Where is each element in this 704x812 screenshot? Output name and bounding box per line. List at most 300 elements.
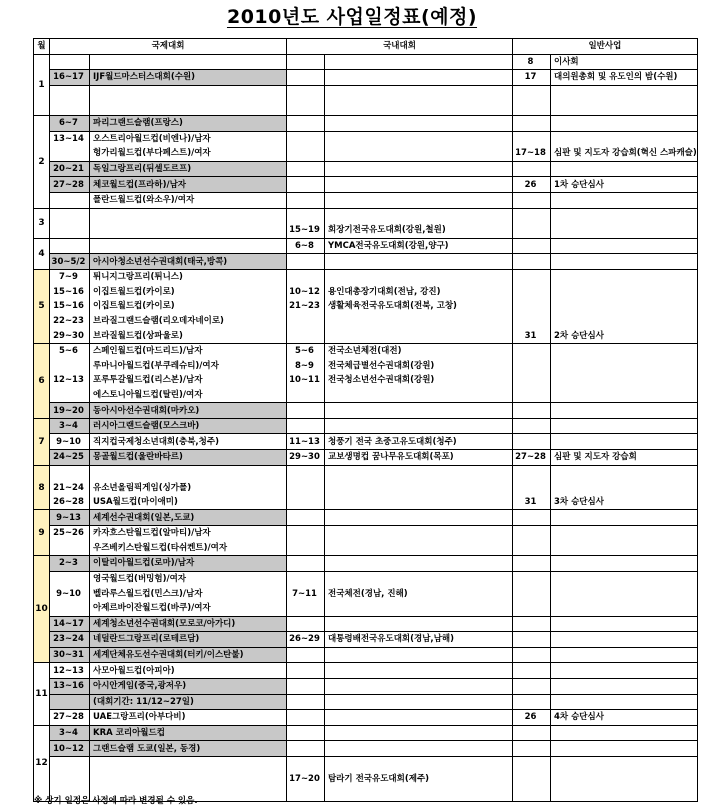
general-event [551, 192, 698, 208]
intl-event: 독일그랑프리(뒤셀도르프) [90, 161, 287, 177]
domestic-date [287, 741, 325, 757]
intl-event: USA월드컵(마이애미) [90, 495, 287, 510]
general-date [513, 586, 551, 601]
domestic-event: YMCA전국유도대회(강원,양구) [325, 238, 513, 254]
general-date [513, 725, 551, 741]
intl-date: 2~3 [50, 556, 90, 572]
table-row [34, 115, 698, 131]
table-row [34, 269, 698, 284]
domestic-date: 10~11 [287, 373, 325, 388]
intl-event: 유소년올림픽게임(싱가폴) [90, 480, 287, 495]
general-event: 3차 승단심사 [551, 495, 698, 510]
general-date: 26 [513, 177, 551, 193]
domestic-event [325, 100, 513, 115]
general-event: 대의원총회 및 유도인의 밤(수원) [551, 70, 698, 86]
general-event [551, 647, 698, 663]
general-event [551, 299, 698, 314]
general-event: 2차 승단심사 [551, 328, 698, 343]
table-row [34, 663, 698, 679]
domestic-date [287, 177, 325, 193]
general-date: 8 [513, 54, 551, 70]
table-row [34, 756, 698, 771]
general-event: 1차 승단심사 [551, 177, 698, 193]
domestic-date [287, 131, 325, 146]
table-row [34, 418, 698, 434]
general-date: 31 [513, 328, 551, 343]
general-event [551, 772, 698, 787]
general-date [513, 694, 551, 710]
intl-event: 네덜란드그랑프리(로테르담) [90, 632, 287, 648]
domestic-event [325, 601, 513, 616]
intl-date [50, 541, 90, 556]
general-event: 심판 및 지도자 강습회 [551, 450, 698, 466]
intl-event [90, 208, 287, 223]
table-row [34, 299, 698, 314]
table-row [34, 678, 698, 694]
intl-date [50, 238, 90, 254]
intl-event: 오스트리아월드컵(비엔나)/남자 [90, 131, 287, 146]
domestic-event [325, 54, 513, 70]
general-date [513, 85, 551, 100]
general-date [513, 115, 551, 131]
general-event [551, 556, 698, 572]
general-event [551, 373, 698, 388]
general-date [513, 299, 551, 314]
intl-date [50, 208, 90, 223]
general-event [551, 663, 698, 679]
domestic-event [325, 616, 513, 632]
page-title-wrap [0, 2, 704, 36]
schedule-table [33, 38, 698, 802]
month-cell: 4 [34, 238, 50, 269]
intl-date [50, 772, 90, 787]
general-event [551, 100, 698, 115]
intl-event: 브라질월드컵(상파울로) [90, 328, 287, 343]
intl-event [90, 223, 287, 238]
general-event [551, 741, 698, 757]
general-date [513, 434, 551, 450]
general-event [551, 85, 698, 100]
intl-date: 24~25 [50, 450, 90, 466]
month-cell: 12 [34, 725, 50, 801]
general-event [551, 343, 698, 358]
domestic-event [325, 146, 513, 161]
domestic-date [287, 510, 325, 526]
domestic-event [325, 786, 513, 801]
general-event [551, 161, 698, 177]
general-date: 17 [513, 70, 551, 86]
general-date [513, 647, 551, 663]
schedule-body [34, 54, 698, 801]
intl-event: 브라질그랜드슬램(리오데자네이로) [90, 314, 287, 329]
general-event [551, 208, 698, 223]
intl-event: 이집트월드컵(카이로) [90, 299, 287, 314]
domestic-date: 17~20 [287, 772, 325, 787]
domestic-event [325, 663, 513, 679]
domestic-event: 용인대총장기대회(전남, 강진) [325, 285, 513, 300]
general-date [513, 161, 551, 177]
month-cell: 7 [34, 418, 50, 465]
table-row [34, 450, 698, 466]
intl-event: 벨라루스월드컵(민스크)/남자 [90, 586, 287, 601]
domestic-event: 전국청소년선수권대회(강원) [325, 373, 513, 388]
general-date [513, 480, 551, 495]
intl-date [50, 465, 90, 480]
intl-event [90, 100, 287, 115]
domestic-event [325, 725, 513, 741]
table-row [34, 177, 698, 193]
header-general: 일반사업 [513, 39, 698, 55]
intl-date: 30~31 [50, 647, 90, 663]
general-event [551, 616, 698, 632]
general-event: 4차 승단심사 [551, 710, 698, 726]
month-cell: 10 [34, 556, 50, 663]
general-date [513, 388, 551, 403]
domestic-event [325, 254, 513, 270]
general-date [513, 786, 551, 801]
table-row [34, 571, 698, 586]
intl-date: 7~9 [50, 269, 90, 284]
intl-date: 15~16 [50, 299, 90, 314]
domestic-event [325, 756, 513, 771]
domestic-date [287, 725, 325, 741]
intl-event: (대회기간: 11/12~27일) [90, 694, 287, 710]
general-event [551, 786, 698, 801]
general-event [551, 465, 698, 480]
domestic-event [325, 541, 513, 556]
domestic-event [325, 85, 513, 100]
general-date [513, 510, 551, 526]
domestic-event: 회장기전국유도대회(강원,철원) [325, 223, 513, 238]
domestic-date [287, 54, 325, 70]
domestic-date [287, 601, 325, 616]
intl-event [90, 465, 287, 480]
intl-event: IJF월드마스터스대회(수원) [90, 70, 287, 86]
domestic-date: 8~9 [287, 358, 325, 373]
table-row [34, 586, 698, 601]
domestic-date: 11~13 [287, 434, 325, 450]
domestic-date: 15~19 [287, 223, 325, 238]
table-row [34, 725, 698, 741]
header-month: 월 [34, 39, 50, 55]
general-date: 31 [513, 495, 551, 510]
domestic-date [287, 710, 325, 726]
domestic-date [287, 314, 325, 329]
domestic-date [287, 786, 325, 801]
general-event [551, 388, 698, 403]
domestic-date [287, 208, 325, 223]
table-row [34, 495, 698, 510]
general-event [551, 358, 698, 373]
domestic-date [287, 403, 325, 419]
intl-date [50, 601, 90, 616]
page-title: 2010년도 사업일정표(예정) [226, 6, 478, 28]
header-intl: 국제대회 [50, 39, 287, 55]
general-date [513, 100, 551, 115]
domestic-date [287, 269, 325, 284]
table-row [34, 694, 698, 710]
general-date [513, 663, 551, 679]
table-row [34, 343, 698, 358]
intl-date: 22~23 [50, 314, 90, 329]
table-row [34, 161, 698, 177]
intl-event [90, 756, 287, 771]
intl-event: 아시안게임(중국,광저우) [90, 678, 287, 694]
general-date [513, 373, 551, 388]
table-row [34, 541, 698, 556]
intl-event [90, 85, 287, 100]
domestic-date: 26~29 [287, 632, 325, 648]
general-date [513, 741, 551, 757]
intl-date: 9~10 [50, 434, 90, 450]
domestic-date [287, 100, 325, 115]
domestic-event [325, 314, 513, 329]
table-row [34, 223, 698, 238]
month-cell: 8 [34, 465, 50, 510]
domestic-event [325, 131, 513, 146]
intl-date [50, 694, 90, 710]
intl-event: 러시아그랜드슬램(모스크바) [90, 418, 287, 434]
intl-date [50, 146, 90, 161]
table-row [34, 100, 698, 115]
domestic-event: 청풍기 전국 초중고유도대회(청주) [325, 434, 513, 450]
domestic-date [287, 571, 325, 586]
general-event [551, 418, 698, 434]
general-date [513, 403, 551, 419]
intl-date [50, 756, 90, 771]
intl-date [50, 100, 90, 115]
intl-date: 16~17 [50, 70, 90, 86]
domestic-event [325, 328, 513, 343]
intl-date: 3~4 [50, 418, 90, 434]
table-row [34, 131, 698, 146]
general-event [551, 678, 698, 694]
domestic-event: 대통령배전국유도대회(경남,남해) [325, 632, 513, 648]
general-date [513, 541, 551, 556]
intl-date: 27~28 [50, 710, 90, 726]
table-row [34, 54, 698, 70]
general-event [551, 434, 698, 450]
domestic-date: 10~12 [287, 285, 325, 300]
intl-event: 헝가리월드컵(부다페스트)/여자 [90, 146, 287, 161]
general-date [513, 238, 551, 254]
month-cell: 6 [34, 343, 50, 418]
table-row [34, 85, 698, 100]
intl-date: 9~10 [50, 586, 90, 601]
general-event [551, 131, 698, 146]
general-date: 27~28 [513, 450, 551, 466]
month-cell: 2 [34, 115, 50, 208]
table-row [34, 208, 698, 223]
domestic-date [287, 115, 325, 131]
domestic-date [287, 541, 325, 556]
table-row [34, 632, 698, 648]
domestic-event: 교보생명컵 꿈나무유도대회(목포) [325, 450, 513, 466]
domestic-date [287, 161, 325, 177]
table-row [34, 647, 698, 663]
intl-event: 에스토니아월드컵(탈린)/여자 [90, 388, 287, 403]
domestic-event [325, 161, 513, 177]
general-event [551, 586, 698, 601]
intl-event: 아시아청소년선수권대회(태국,방콕) [90, 254, 287, 270]
intl-date: 25~26 [50, 526, 90, 541]
intl-event: 사모아월드컵(아피아) [90, 663, 287, 679]
domestic-event: 전국체전(경남, 진해) [325, 586, 513, 601]
table-row [34, 388, 698, 403]
intl-event: 튀니지그랑프리(튀니스) [90, 269, 287, 284]
domestic-event [325, 510, 513, 526]
general-date: 26 [513, 710, 551, 726]
general-date [513, 208, 551, 223]
header-domestic: 국내대회 [287, 39, 513, 55]
general-event: 심판 및 지도자 강습회(혁신 스파캐슬) [551, 146, 698, 161]
general-event [551, 526, 698, 541]
general-date [513, 223, 551, 238]
intl-event: 이집트월드컵(카이로) [90, 285, 287, 300]
domestic-date: 21~23 [287, 299, 325, 314]
intl-date: 29~30 [50, 328, 90, 343]
general-date [513, 254, 551, 270]
intl-event: KRA 코리아월드컵 [90, 725, 287, 741]
domestic-event [325, 70, 513, 86]
intl-date: 5~6 [50, 343, 90, 358]
table-row [34, 465, 698, 480]
intl-event [90, 238, 287, 254]
intl-event: 카자흐스탄월드컵(알마티)/남자 [90, 526, 287, 541]
domestic-date [287, 480, 325, 495]
month-cell: 5 [34, 269, 50, 343]
table-row [34, 526, 698, 541]
general-event [551, 115, 698, 131]
table-row [34, 192, 698, 208]
general-date [513, 465, 551, 480]
intl-date: 12~13 [50, 373, 90, 388]
domestic-date [287, 556, 325, 572]
domestic-date [287, 418, 325, 434]
intl-date [50, 223, 90, 238]
general-event [551, 725, 698, 741]
domestic-date [287, 70, 325, 86]
intl-date [50, 85, 90, 100]
domestic-event [325, 710, 513, 726]
general-date: 17~18 [513, 146, 551, 161]
domestic-event [325, 647, 513, 663]
general-event [551, 254, 698, 270]
intl-event: 포루투갈월드컵(리스본)/남자 [90, 373, 287, 388]
domestic-date [287, 328, 325, 343]
general-event [551, 756, 698, 771]
intl-event: 폴란드월드컵(와소우)/여자 [90, 192, 287, 208]
general-date [513, 756, 551, 771]
general-event [551, 480, 698, 495]
domestic-date [287, 254, 325, 270]
domestic-event [325, 388, 513, 403]
intl-date: 26~28 [50, 495, 90, 510]
table-row [34, 772, 698, 787]
table-row [34, 710, 698, 726]
domestic-event [325, 403, 513, 419]
domestic-event [325, 115, 513, 131]
domestic-event [325, 741, 513, 757]
general-event [551, 694, 698, 710]
intl-event: 스페인월드컵(마드리드)/남자 [90, 343, 287, 358]
general-date [513, 678, 551, 694]
intl-date: 9~13 [50, 510, 90, 526]
intl-date: 30~5/2 [50, 254, 90, 270]
domestic-event [325, 571, 513, 586]
intl-event: 아제르바이잔월드컵(바쿠)/여자 [90, 601, 287, 616]
month-cell: 11 [34, 663, 50, 725]
table-row [34, 285, 698, 300]
table-row [34, 616, 698, 632]
intl-event: 루마니아월드컵(부쿠레슈티)/여자 [90, 358, 287, 373]
general-date [513, 571, 551, 586]
month-cell: 3 [34, 208, 50, 238]
intl-event [90, 772, 287, 787]
domestic-event [325, 694, 513, 710]
intl-date: 21~24 [50, 480, 90, 495]
table-row [34, 403, 698, 419]
domestic-event [325, 556, 513, 572]
intl-date: 13~14 [50, 131, 90, 146]
general-date [513, 358, 551, 373]
domestic-event [325, 418, 513, 434]
intl-date [50, 388, 90, 403]
table-row [34, 601, 698, 616]
domestic-event: 전국체급별선수권대회(강원) [325, 358, 513, 373]
domestic-event [325, 480, 513, 495]
intl-event: 파리그랜드슬램(프랑스) [90, 115, 287, 131]
intl-date: 3~4 [50, 725, 90, 741]
intl-date: 10~12 [50, 741, 90, 757]
table-row [34, 373, 698, 388]
domestic-date [287, 678, 325, 694]
general-date [513, 556, 551, 572]
domestic-date [287, 526, 325, 541]
domestic-date [287, 465, 325, 480]
intl-date: 13~16 [50, 678, 90, 694]
intl-date: 20~21 [50, 161, 90, 177]
intl-date [50, 358, 90, 373]
domestic-date: 29~30 [287, 450, 325, 466]
general-date [513, 526, 551, 541]
domestic-date [287, 85, 325, 100]
intl-date: 23~24 [50, 632, 90, 648]
domestic-event: 전국소년체전(대전) [325, 343, 513, 358]
intl-event [90, 54, 287, 70]
intl-event: 우즈베키스탄월드컵(타쉬켄트)/여자 [90, 541, 287, 556]
table-row [34, 510, 698, 526]
domestic-date: 6~8 [287, 238, 325, 254]
general-event [551, 285, 698, 300]
general-date [513, 131, 551, 146]
table-row [34, 328, 698, 343]
domestic-event [325, 269, 513, 284]
domestic-date [287, 616, 325, 632]
table-row [34, 70, 698, 86]
domestic-date: 7~11 [287, 586, 325, 601]
domestic-date [287, 192, 325, 208]
general-date [513, 772, 551, 787]
intl-event: 이탈리아월드컵(로마)/남자 [90, 556, 287, 572]
intl-date [50, 571, 90, 586]
intl-event: 세계선수권대회(일본,도쿄) [90, 510, 287, 526]
general-date [513, 269, 551, 284]
domestic-date [287, 146, 325, 161]
domestic-date [287, 647, 325, 663]
general-date [513, 192, 551, 208]
intl-event: UAE그랑프리(아부다비) [90, 710, 287, 726]
